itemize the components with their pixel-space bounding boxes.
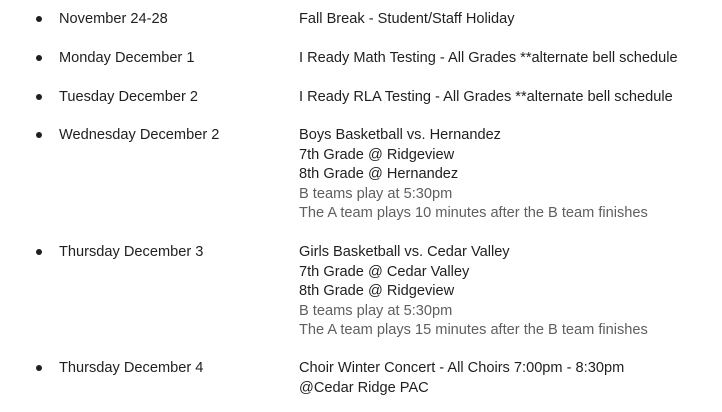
event-details: [299, 126, 648, 224]
event-date: Monday December 1: [59, 50, 195, 66]
event-detail-line: Boys Basketball vs. Hernandez: [299, 127, 501, 143]
event-details: [299, 359, 624, 398]
bullet-icon: [36, 94, 42, 100]
event-detail-line: 7th Grade @ Cedar Valley: [299, 263, 470, 280]
event-detail-line: 8th Grade @ Ridgeview: [299, 283, 455, 299]
event-date: Wednesday December 2: [59, 127, 220, 143]
event-date: November 24-28: [59, 11, 168, 27]
event-detail-line: I Ready Math Testing - All Grades **alternate bell schedule: [299, 50, 678, 66]
event-details: [299, 10, 515, 30]
bullet-icon: [36, 132, 42, 138]
bullet-icon: [36, 365, 42, 371]
event-detail-line: I Ready RLA Testing - All Grades **alternate bell schedule: [299, 89, 673, 105]
event-date: Tuesday December 2: [59, 89, 198, 105]
event-date: Thursday December 4: [59, 360, 204, 376]
event-detail-line: 8th Grade @ Hernandez: [299, 166, 459, 182]
event-date: Thursday December 3: [59, 244, 204, 260]
bullet-icon: [36, 55, 42, 61]
event-detail-line: @Cedar Ridge PAC: [299, 379, 429, 396]
event-detail-line: Choir Winter Concert - All Choirs 7:00pm - 8:30pm: [299, 360, 625, 376]
event-detail-line: Girls Basketball vs. Cedar Valley: [299, 244, 510, 260]
event-detail-line: 7th Grade @ Ridgeview: [299, 146, 455, 163]
event-detail-line: B teams play at 5:30pm: [299, 185, 453, 202]
event-detail-line: The A team plays 10 minutes after the B team finishes: [299, 205, 648, 221]
event-details: [299, 88, 673, 108]
event-detail-line: The A team plays 15 minutes after the B team finishes: [299, 322, 648, 338]
event-details: [299, 49, 678, 69]
bullet-icon: [36, 16, 42, 22]
bullet-icon: [36, 249, 42, 255]
event-detail-line: B teams play at 5:30pm: [299, 302, 453, 319]
event-details: [299, 243, 648, 341]
event-detail-line: Fall Break - Student/Staff Holiday: [299, 11, 515, 27]
